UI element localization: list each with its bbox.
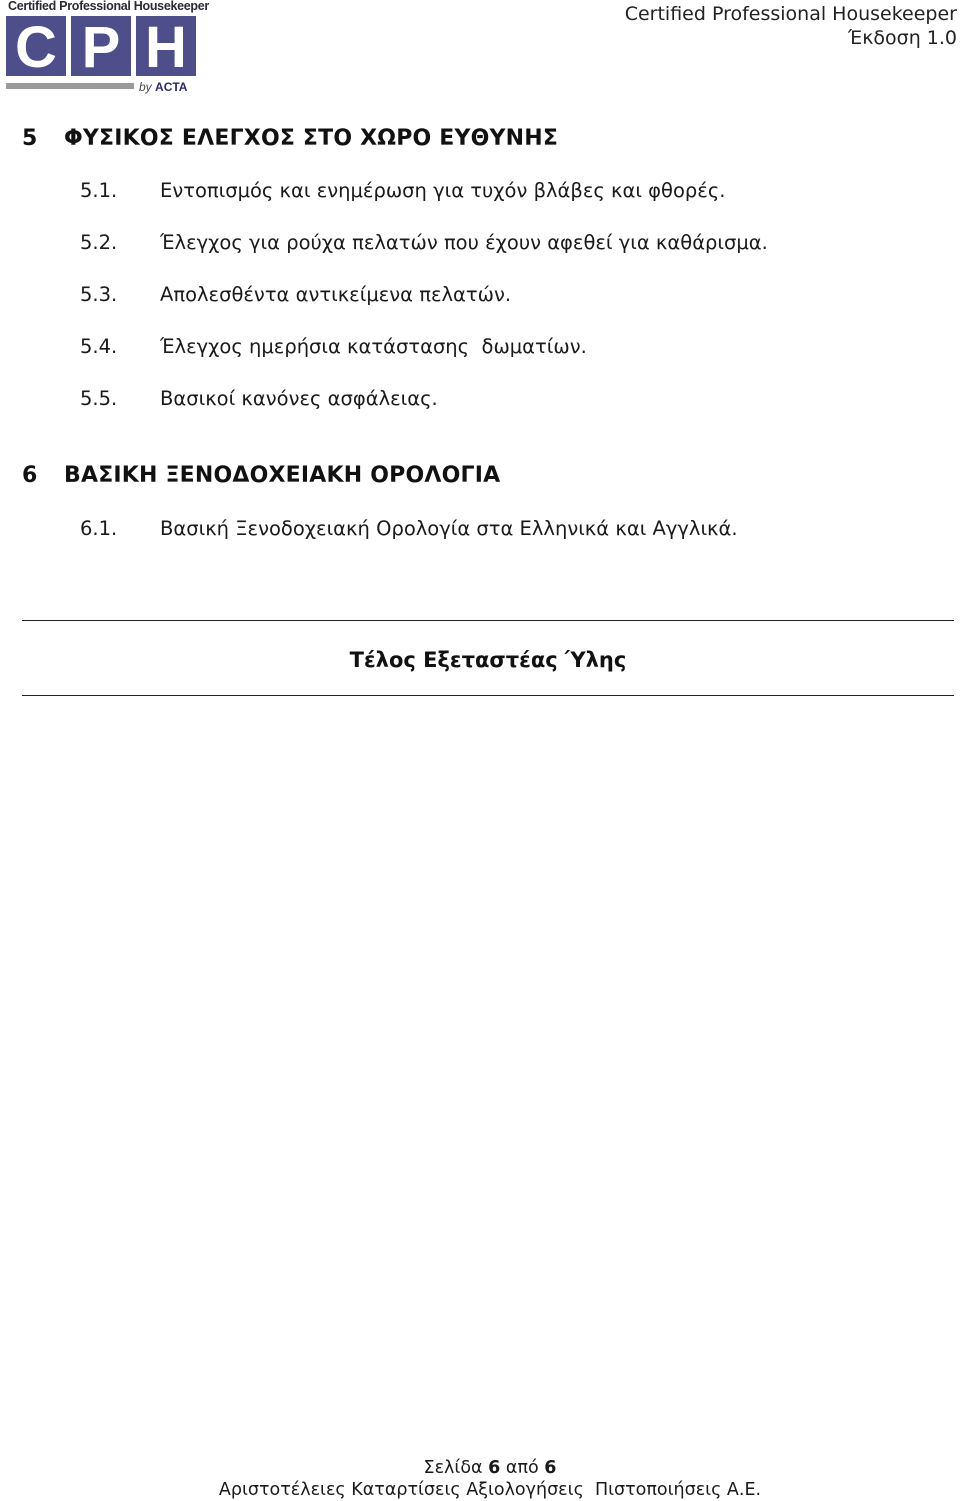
logo-by-text: by [139,80,152,94]
list-item [80,387,438,410]
item-number: 5.4. [80,335,118,358]
divider-top [22,620,954,621]
logo-brand: ACTA [155,80,188,94]
list-item [80,517,738,540]
list-item [80,179,725,202]
logo-byline [139,80,187,94]
page-word: Σελίδα [423,1458,483,1478]
page-number [0,1458,960,1478]
item-number: 6.1. [80,517,118,540]
list-item [80,231,768,254]
logo-tagline: Certified Professional Housekeeper [8,0,209,13]
section-number: 6 [22,463,38,488]
item-number: 5.2. [80,231,118,254]
item-text: Έλεγχος για ρούχα πελατών που έχουν αφεθεί για καθάρισμα. [160,231,768,254]
logo-letter-p: P [81,16,121,80]
logo-letter-c: C [15,16,57,80]
section-title: ΦΥΣΙΚΟΣ ΕΛΕΓΧΟΣ ΣΤΟ ΧΩΡΟ ΕΥΘΥΝΗΣ [64,126,559,151]
page-total: 6 [544,1458,557,1478]
footer-company: Αριστοτέλειες Καταρτίσεις Αξιολογήσεις Πιστοποιήσεις Α.Ε. [218,1480,762,1500]
item-text: Βασική Ξενοδοχειακή Ορολογία στα Ελληνικά και Αγγλικά. [160,517,738,540]
section-title: ΒΑΣΙΚΗ ΞΕΝΟΔΟΧΕΙΑΚΗ ΟΡΟΛΟΓΙΑ [64,463,501,488]
divider-bottom [22,695,954,696]
item-text: Απολεσθέντα αντικείμενα πελατών. [160,283,512,306]
list-item [80,335,587,358]
item-text: Βασικοί κανόνες ασφάλειας. [160,387,438,410]
end-title: Τέλος Εξεταστέας Ύλης [349,648,627,672]
item-number: 5.5. [80,387,118,410]
cph-logo [6,0,209,96]
section-heading-5 [22,126,558,151]
item-number: 5.3. [80,283,118,306]
page-current: 6 [488,1458,501,1478]
of-word: από [505,1458,539,1478]
list-item [80,283,511,306]
header-title: Certified Professional Housekeeper [624,3,957,25]
page-header [625,2,957,50]
item-text: Έλεγχος ημερήσια κατάστασης δωματίων. [160,335,587,358]
item-text: Εντοπισμός και ενημέρωση για τυχόν βλάβες και φθορές. [160,179,726,202]
header-version: Έκδοση 1.0 [848,27,957,49]
section-number: 5 [22,126,38,151]
item-number: 5.1. [80,179,118,202]
logo-letter-h: H [145,16,187,80]
section-heading-6 [22,463,500,488]
